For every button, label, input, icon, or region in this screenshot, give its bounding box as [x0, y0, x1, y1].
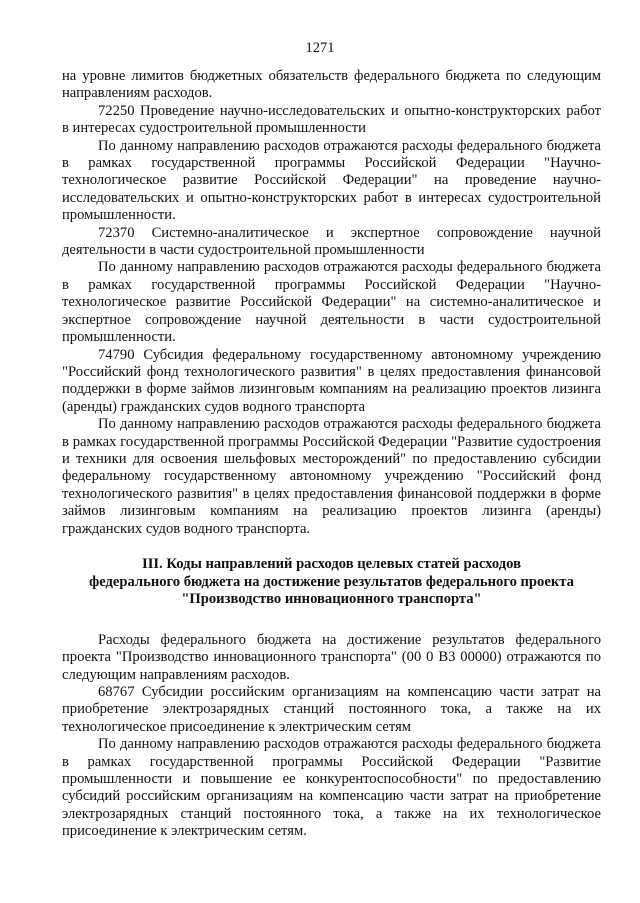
paragraph: на уровне лимитов бюджетных обязательств федерального бюджета по следующим направлениям расходов.: [62, 68, 601, 102]
paragraph-code-72250: 72250 Проведение научно-исследовательских и опытно-конструкторских работ в интересах судостроительной промышленности: [62, 102, 601, 137]
section-heading-line: федерального бюджета на достижение результатов федерального проекта: [89, 573, 574, 590]
paragraph: По данному направлению расходов отражаются расходы федерального бюджета в рамках государственной программы Российской Федерации "Развитие судостроения и техники для освоения шельфовых месторождений" по предоставлению субсидии федеральному государственному автономному учреждению "Российский фонд технологического развития" в целях предоставления финансовой поддержки в форме займов лизинговым компаниям на реализацию проектов лизинга (аренды) гражданских судов водного транспорта.: [62, 416, 601, 537]
paragraph: По данному направлению расходов отражаются расходы федерального бюджета в рамках государственной программы Российской Федерации "Научно-технологическое развитие Российской Федерации" на проведение научно-исследовательских и опытно-конструкторских работ в интересах судостроительной промышленности.: [62, 137, 601, 224]
section-heading-line: III. Коды направлений расходов целевых статей расходов: [142, 555, 521, 572]
page-content: [62, 68, 601, 841]
paragraph-code-74790: 74790 Субсидия федеральному государственному автономному учреждению "Российский фонд технологического развития" в целях предоставления финансовой поддержки в форме займов лизинговым компаниям на реализацию проектов лизинга (аренды) гражданских судов водного транспорта: [62, 346, 601, 415]
paragraph: Расходы федерального бюджета на достижение результатов федерального проекта "Производство инновационного транспорта" (00 0 В3 00000) отражаются по следующим направлениям расходов.: [62, 631, 601, 683]
section-heading: [62, 556, 601, 609]
page-number: 1271: [305, 40, 335, 56]
paragraph: По данному направлению расходов отражаются расходы федерального бюджета в рамках государственной программы Российской Федерации "Научно-технологическое развитие Российской Федерации" на системно-аналитическое и экспертное сопровождение научной деятельности в части судостроительной промышленности.: [62, 259, 601, 346]
paragraph-code-72370: 72370 Системно-аналитическое и экспертное сопровождение научной деятельности в части судостроительной промышленности: [62, 224, 601, 259]
paragraph: По данному направлению расходов отражаются расходы федерального бюджета в рамках государственной программы Российской Федерации "Развитие промышленности и повышение ее конкурентоспособности" по предоставлению субсидий российским организациям на компенсацию части затрат на приобретение электрозарядных станций постоянного тока, а также на их технологическое присоединение к электрическим сетям.: [62, 736, 601, 840]
paragraph-code-68767: 68767 Субсидии российским организациям на компенсацию части затрат на приобретение электрозарядных станций постоянного тока, а также на их технологическое присоединение к электрическим сетям: [62, 683, 601, 735]
section-heading-line: "Производство инновационного транспорта": [181, 591, 482, 608]
